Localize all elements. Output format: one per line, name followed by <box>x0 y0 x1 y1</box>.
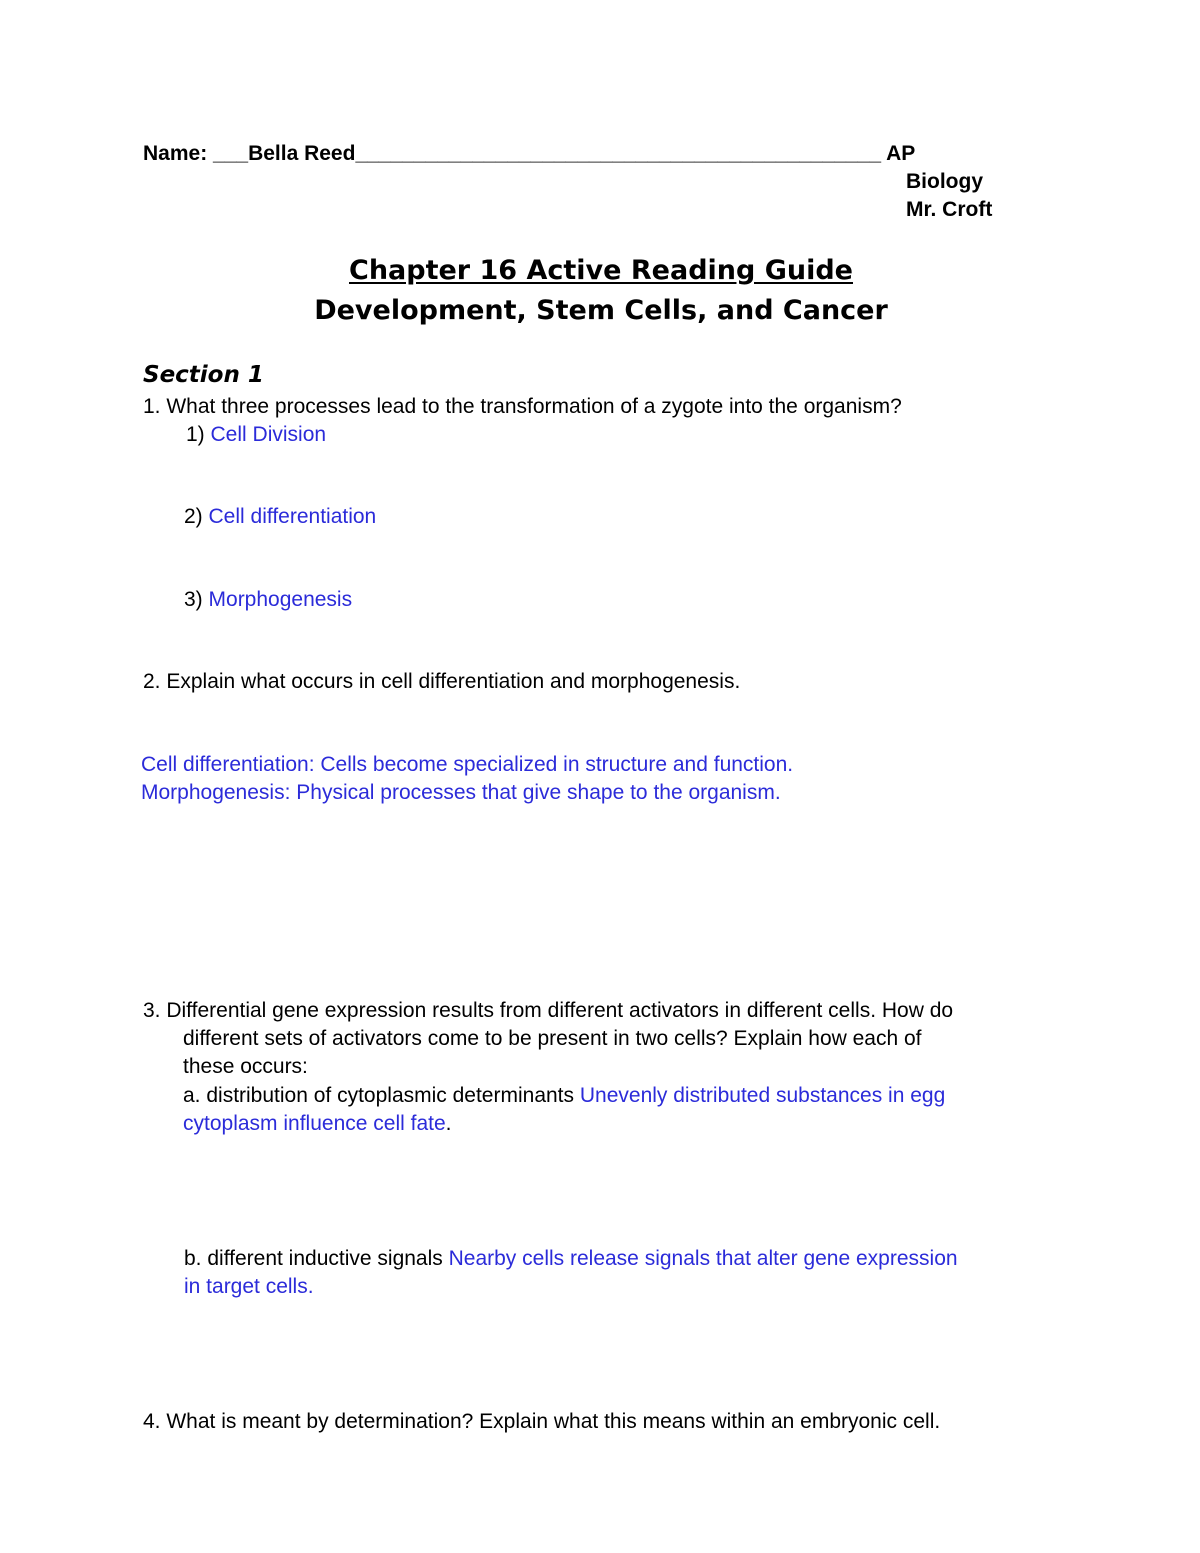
name-label: Name: ___ <box>143 142 249 165</box>
q1-answer-2-text: Cell differentiation <box>208 505 377 528</box>
q1-answer-2-label: 2) <box>184 505 209 528</box>
teacher-name: Mr. Croft <box>906 198 993 221</box>
question-3-line-1: 3. Differential gene expression results from different activators in different cells. How do <box>143 999 954 1022</box>
question-3-line-3: these occurs: <box>183 1055 308 1078</box>
student-name: Bella Reed <box>248 142 356 165</box>
q3-part-b-answer-2: in target cells. <box>184 1275 314 1298</box>
question-3-line-2: different sets of activators come to be present in two cells? Explain how each of <box>183 1027 922 1050</box>
question-1: 1. What three processes lead to the transformation of a zygote into the organism? <box>143 395 902 418</box>
name-blank: _____________________________________________ <box>355 142 882 165</box>
q3-part-a-answer-1: Unevenly distributed substances in egg <box>579 1084 946 1107</box>
course-line: Biology <box>906 170 983 193</box>
q3-part-b-answer-1: Nearby cells release signals that alter gene expression <box>448 1247 958 1270</box>
q1-answer-3 <box>184 586 352 614</box>
q1-answer-1 <box>186 421 326 449</box>
question-2: 2. Explain what occurs in cell differentiation and morphogenesis. <box>143 670 741 693</box>
q2-answer-line-2: Morphogenesis: Physical processes that give shape to the organism. <box>141 781 781 804</box>
name-line <box>143 140 915 168</box>
question-4: 4. What is meant by determination? Explain what this means within an embryonic cell. <box>143 1410 941 1433</box>
q3-part-a-continued <box>183 1110 451 1138</box>
q3-part-b <box>184 1245 958 1273</box>
course-label: AP <box>886 142 916 165</box>
q1-answer-1-text: Cell Division <box>210 423 327 446</box>
q3-part-b-prompt: b. different inductive signals <box>184 1247 449 1270</box>
chapter-title: Chapter 16 Active Reading Guide <box>349 255 853 286</box>
q2-answer-line-1: Cell differentiation: Cells become specialized in structure and function. <box>141 753 794 776</box>
q3-part-a-period: . <box>445 1112 452 1135</box>
section-heading: Section 1 <box>143 362 264 388</box>
q3-part-a-prompt: a. distribution of cytoplasmic determinants <box>183 1084 580 1107</box>
q1-answer-2 <box>184 503 376 531</box>
q1-answer-3-label: 3) <box>184 588 209 611</box>
chapter-subtitle: Development, Stem Cells, and Cancer <box>314 295 888 326</box>
q3-part-a <box>183 1082 945 1110</box>
q3-part-a-answer-2: cytoplasm influence cell fate <box>183 1112 446 1135</box>
q1-answer-1-label: 1) <box>186 423 211 446</box>
q1-answer-3-text: Morphogenesis <box>208 588 353 611</box>
